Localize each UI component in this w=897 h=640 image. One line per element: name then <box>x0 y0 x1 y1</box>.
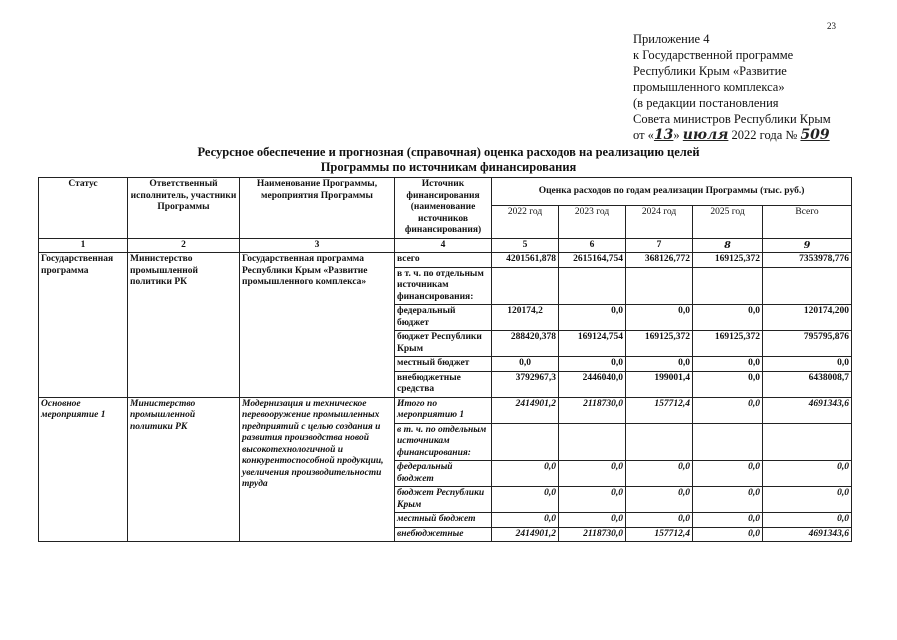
header-year: 2022 год <box>492 205 559 238</box>
cell-status: Государственная программа <box>39 253 128 398</box>
table-row <box>39 253 852 268</box>
page-number: 23 <box>827 21 836 31</box>
cell-value: 0,0 <box>492 461 559 487</box>
cell-executor: Министерство промышленной политики РК <box>128 397 240 542</box>
cell-source: бюджет Республики Крым <box>395 331 492 357</box>
cell-value: 0,0 <box>693 357 763 372</box>
cell-value: 2118730,0 <box>559 527 626 542</box>
cell-value: 169125,372 <box>693 253 763 268</box>
annex-line: Приложение 4 <box>633 32 710 46</box>
date-separator: » <box>673 128 683 142</box>
cell-value: 169125,372 <box>693 331 763 357</box>
cell-value: 0,0 <box>492 357 559 372</box>
cell-source: федеральный бюджет <box>395 461 492 487</box>
document-title <box>0 145 897 175</box>
column-number: 5 <box>492 238 559 253</box>
cell-source: в т. ч. по отдельным источникам финансирования: <box>395 267 492 305</box>
cell-source: внебюджетные <box>395 527 492 542</box>
title-line-2: Программы по источникам финансирования <box>320 160 577 174</box>
cell-value: 2414901,2 <box>492 397 559 423</box>
cell-value: 2446040,0 <box>559 371 626 397</box>
cell-value: 0,0 <box>763 513 852 528</box>
cell-value <box>492 423 559 461</box>
cell-value: 199001,4 <box>626 371 693 397</box>
cell-value: 0,0 <box>559 461 626 487</box>
cell-value: 157712,4 <box>626 527 693 542</box>
cell-value: 0,0 <box>626 357 693 372</box>
column-number: 3 <box>240 238 395 253</box>
cell-value: 0,0 <box>626 461 693 487</box>
cell-source: Итого по мероприятию 1 <box>395 397 492 423</box>
cell-value: 4201561,878 <box>492 253 559 268</box>
cell-value: 368126,772 <box>626 253 693 268</box>
cell-value: 3792967,3 <box>492 371 559 397</box>
annex-line: Республики Крым «Развитие <box>633 64 787 78</box>
cell-value <box>492 267 559 305</box>
cell-executor: Министерство промышленной политики РК <box>128 253 240 398</box>
cell-status: Основное мероприятие 1 <box>39 397 128 542</box>
cell-value <box>626 423 693 461</box>
cell-value <box>626 267 693 305</box>
cell-source: бюджет Республики Крым <box>395 487 492 513</box>
handwritten-day: 13 <box>653 127 674 143</box>
header-name: Наименование Программы, мероприятия Программы <box>240 178 395 239</box>
cell-source: внебюджетные средства <box>395 371 492 397</box>
cell-value: 0,0 <box>763 357 852 372</box>
column-number: 4 <box>395 238 492 253</box>
cell-value: 288420,378 <box>492 331 559 357</box>
cell-value <box>693 423 763 461</box>
date-prefix: от « <box>633 128 654 142</box>
cell-value: 0,0 <box>693 513 763 528</box>
handwritten-month: июля <box>682 127 729 143</box>
cell-value <box>559 267 626 305</box>
header-year: 2025 год <box>693 205 763 238</box>
cell-value: 4691343,6 <box>763 397 852 423</box>
cell-value: 0,0 <box>559 357 626 372</box>
column-number: 2 <box>128 238 240 253</box>
cell-value: 2615164,754 <box>559 253 626 268</box>
header-year: 2024 год <box>626 205 693 238</box>
table-row <box>39 397 852 423</box>
annex-block <box>633 31 831 143</box>
header-row <box>39 178 852 206</box>
cell-value: 169125,372 <box>626 331 693 357</box>
cell-name: Модернизация и техническое перевооружение промышленных предприятий с целью создания и развития производства новой высокотехнологичной и конкурентоспособной продукции, увеличения производительности труда <box>240 397 395 542</box>
cell-value: 6438008,7 <box>763 371 852 397</box>
annex-line: к Государственной программе <box>633 48 794 62</box>
header-executor: Ответственный исполнитель, участники Программы <box>128 178 240 239</box>
cell-value <box>763 267 852 305</box>
handwritten-number: 509 <box>800 127 830 143</box>
cell-value: 0,0 <box>626 305 693 331</box>
cell-value: 2118730,0 <box>559 397 626 423</box>
cell-value: 0,0 <box>559 513 626 528</box>
cell-source: местный бюджет <box>395 513 492 528</box>
cell-value <box>559 423 626 461</box>
cell-value: 0,0 <box>626 487 693 513</box>
header-total: Всего <box>763 205 852 238</box>
column-number: 7 <box>626 238 693 253</box>
cell-value: 0,0 <box>492 513 559 528</box>
annex-date-line <box>633 127 831 143</box>
cell-value: 0,0 <box>693 305 763 331</box>
cell-value: 0,0 <box>763 487 852 513</box>
cell-value: 0,0 <box>693 487 763 513</box>
cell-value: 120174,2 <box>492 305 559 331</box>
cell-source: федеральный бюджет <box>395 305 492 331</box>
column-number-handwritten: 9 <box>763 238 852 253</box>
cell-value: 0,0 <box>693 527 763 542</box>
header-year: 2023 год <box>559 205 626 238</box>
cell-value: 0,0 <box>693 397 763 423</box>
title-line-1: Ресурсное обеспечение и прогнозная (справочная) оценка расходов на реализацию целей <box>197 145 700 159</box>
cell-source: в т. ч. по отдельным источникам финансирования: <box>395 423 492 461</box>
cell-value <box>763 423 852 461</box>
cell-value: 0,0 <box>559 305 626 331</box>
header-source: Источник финансирования (наименование источников финансирования) <box>395 178 492 239</box>
header-estimate: Оценка расходов по годам реализации Программы (тыс. руб.) <box>492 178 852 206</box>
annex-line: (в редакции постановления <box>633 96 779 110</box>
cell-value: 0,0 <box>693 461 763 487</box>
header-status: Статус <box>39 178 128 239</box>
date-suffix: 2022 года № <box>728 128 801 142</box>
annex-line: промышленного комплекса» <box>633 80 785 94</box>
cell-value: 120174,200 <box>763 305 852 331</box>
cell-source: местный бюджет <box>395 357 492 372</box>
cell-value: 795795,876 <box>763 331 852 357</box>
cell-name: Государственная программа Республики Крым «Развитие промышленного комплекса» <box>240 253 395 398</box>
column-number: 1 <box>39 238 128 253</box>
cell-value: 0,0 <box>559 487 626 513</box>
annex-line: Совета министров Республики Крым <box>633 112 831 126</box>
cell-value <box>693 267 763 305</box>
budget-table <box>38 177 852 542</box>
cell-source: всего <box>395 253 492 268</box>
column-number: 6 <box>559 238 626 253</box>
cell-value: 2414901,2 <box>492 527 559 542</box>
cell-value: 0,0 <box>693 371 763 397</box>
cell-value: 4691343,6 <box>763 527 852 542</box>
cell-value: 157712,4 <box>626 397 693 423</box>
column-number-row <box>39 238 852 253</box>
cell-value: 0,0 <box>492 487 559 513</box>
column-number-handwritten: 8 <box>693 238 763 253</box>
cell-value: 0,0 <box>763 461 852 487</box>
cell-value: 0,0 <box>626 513 693 528</box>
cell-value: 169124,754 <box>559 331 626 357</box>
cell-value: 7353978,776 <box>763 253 852 268</box>
